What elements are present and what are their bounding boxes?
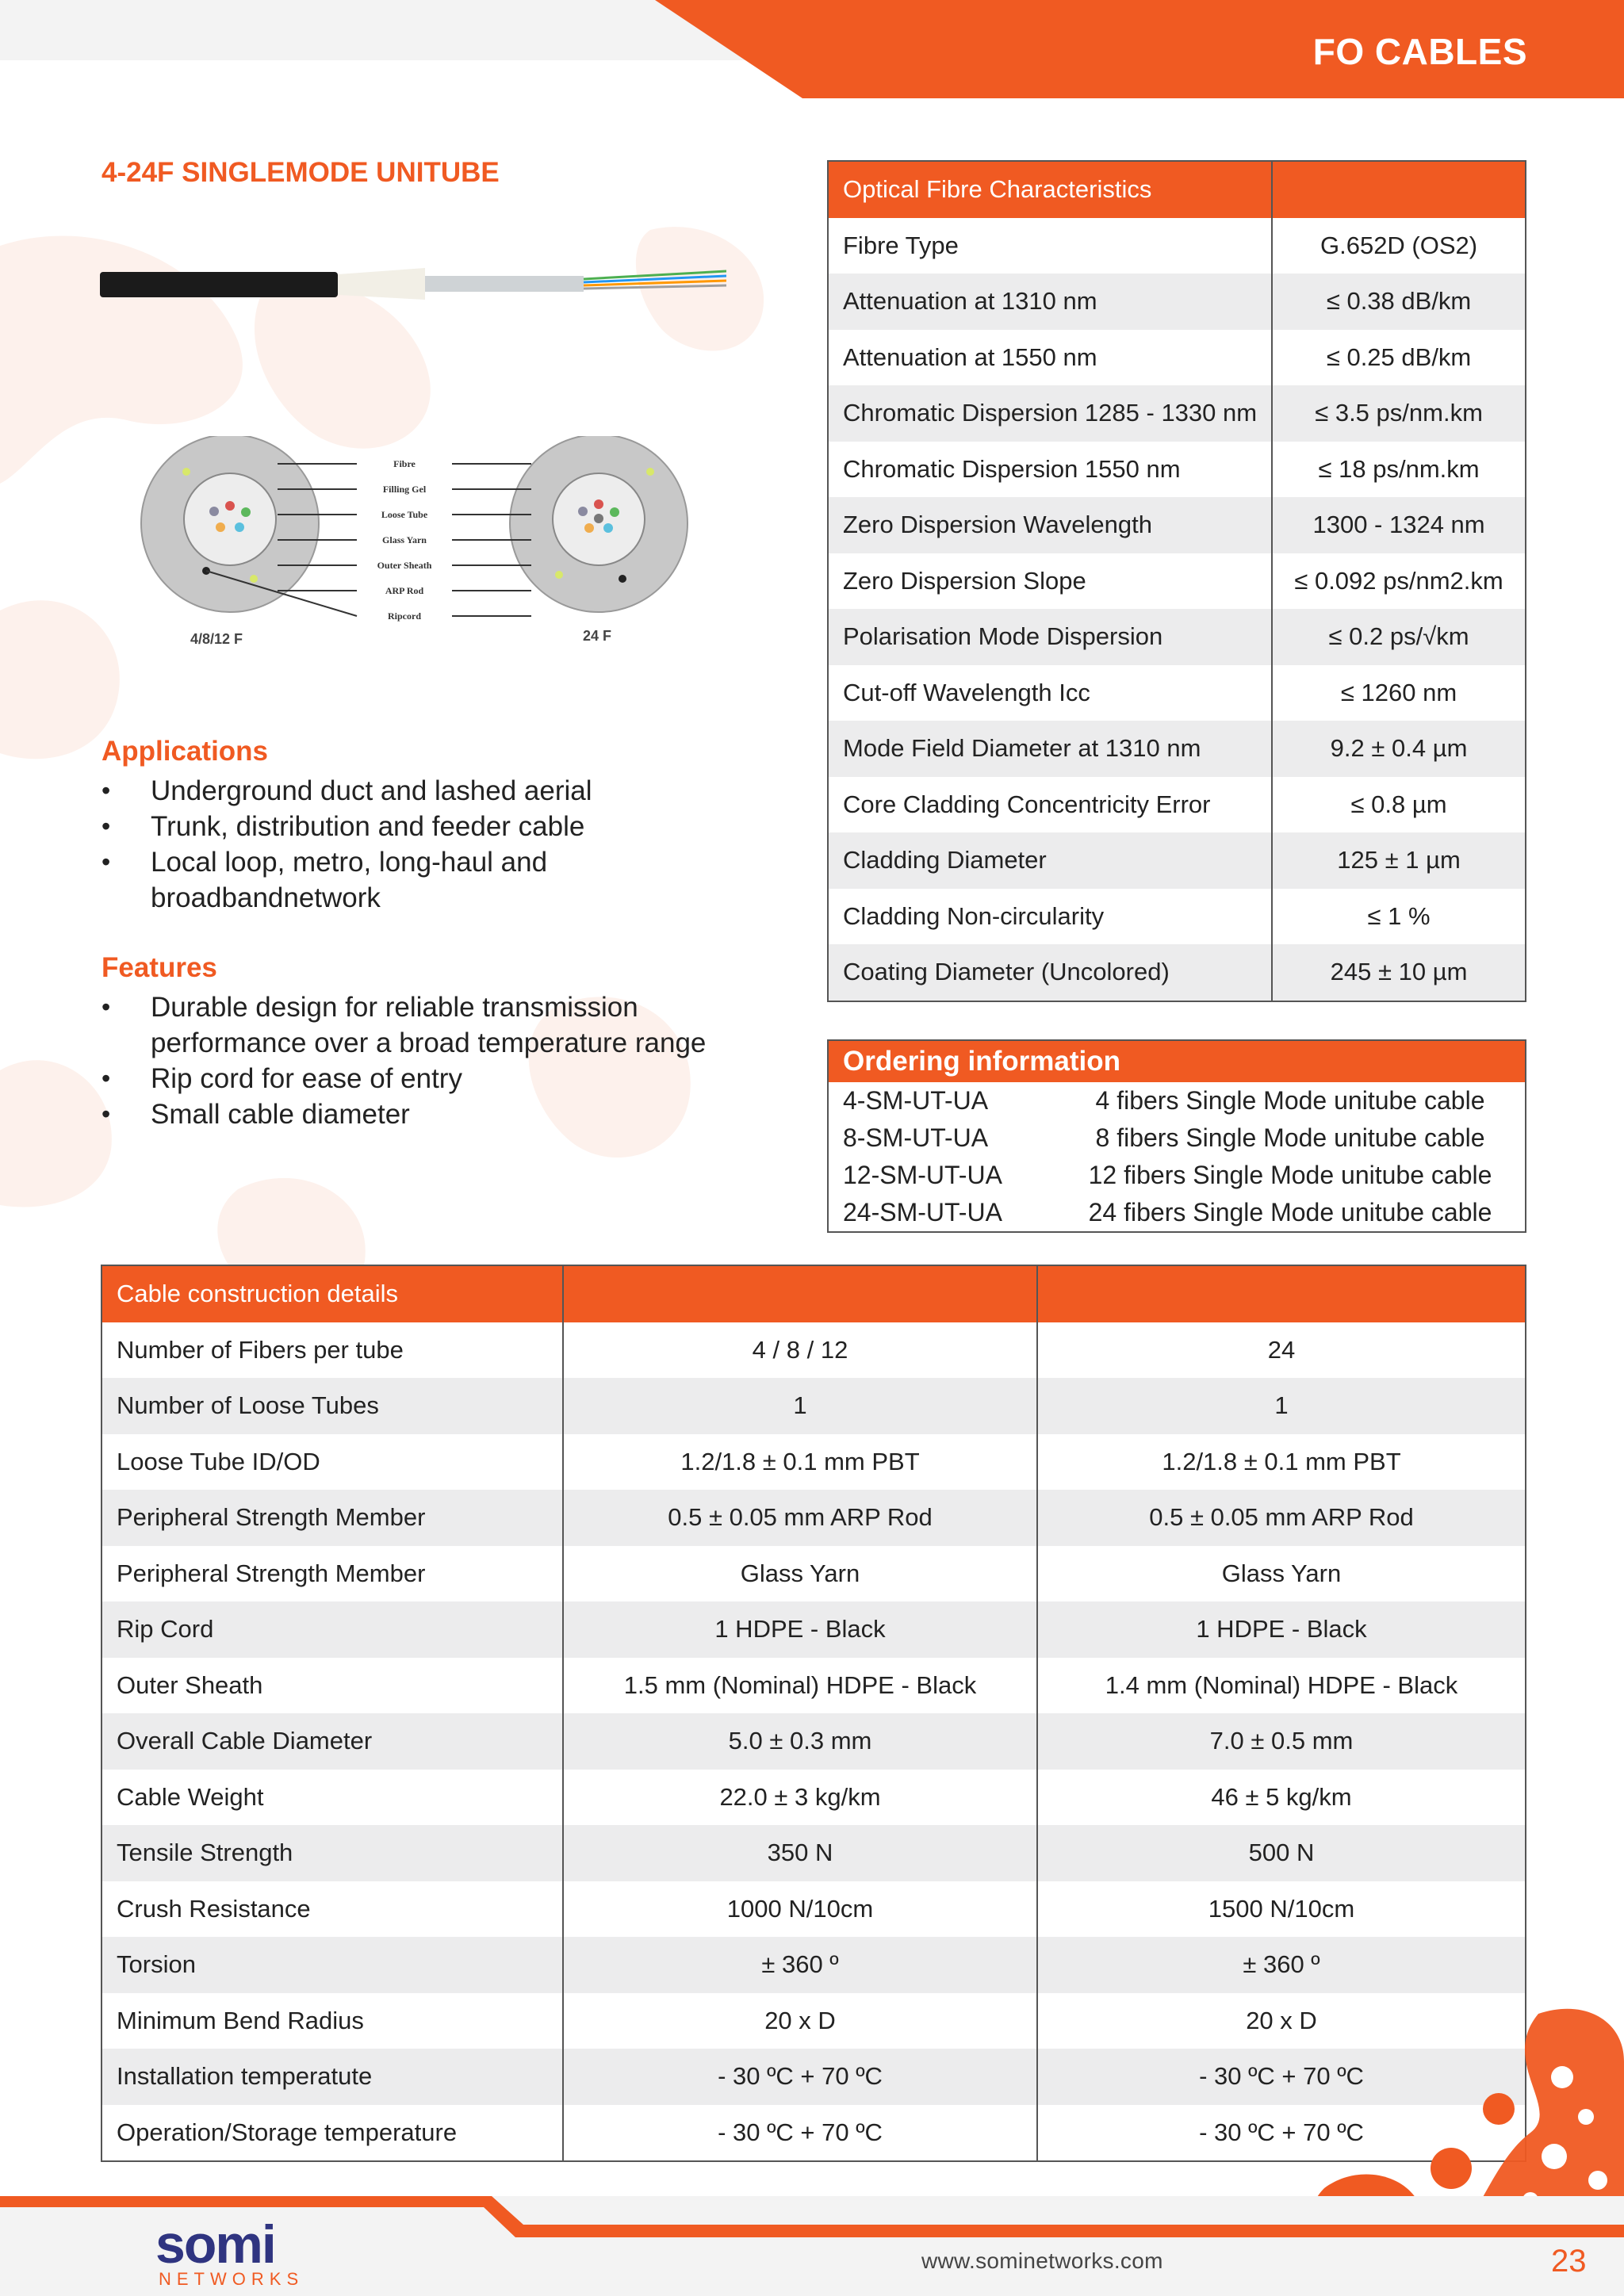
table-cell: Cladding Diameter xyxy=(828,832,1272,889)
list-item: • Durable design for reliable transmission performance over a broad temperature range xyxy=(102,989,801,1061)
table-cell: Number of Loose Tubes xyxy=(102,1378,563,1434)
table-row xyxy=(828,944,1526,1001)
table-row xyxy=(828,721,1526,777)
table-cell: ≤ 0.092 ps/nm2.km xyxy=(1272,553,1526,610)
table-cell: 1 HDPE - Black xyxy=(1037,1601,1526,1658)
table-cell: Glass Yarn xyxy=(1037,1546,1526,1602)
table-cell: Torsion xyxy=(102,1937,563,1993)
diagram-caption-right: 24 F xyxy=(583,628,612,644)
table-row xyxy=(828,274,1526,330)
table-row xyxy=(828,442,1526,498)
table-cell: 8 fibers Single Mode unitube cable xyxy=(1095,1123,1485,1152)
table-cell: ≤ 0.38 dB/km xyxy=(1272,274,1526,330)
table-cell: 20 x D xyxy=(1037,1993,1526,2049)
table-header: Ordering information xyxy=(828,1040,1526,1082)
table-row xyxy=(828,665,1526,721)
table-header-empty xyxy=(1037,1265,1526,1322)
page-number: 23 xyxy=(1551,2244,1587,2279)
features-heading: Features xyxy=(102,952,217,983)
cable-cross-section-diagram xyxy=(127,436,698,658)
table-row xyxy=(828,1194,1526,1232)
table-cell: Peripheral Strength Member xyxy=(102,1490,563,1546)
table-cell: 8-SM-UT-UA xyxy=(843,1123,989,1152)
table-cell: 1 HDPE - Black xyxy=(563,1601,1037,1658)
table-cell: Cable Weight xyxy=(117,1782,264,1811)
table-cell: - 30 ºC + 70 ºC xyxy=(1037,2105,1526,2162)
table-cell: 1300 - 1324 nm xyxy=(1272,497,1526,553)
diagram-label: Outer Sheath xyxy=(377,560,432,571)
table-cell: 1000 N/10cm xyxy=(563,1881,1037,1938)
table-cell: 1 xyxy=(563,1378,1037,1434)
table-cell: Operation/Storage temperature xyxy=(117,2118,458,2146)
table-cell: 245 ± 10 µm xyxy=(1272,944,1526,1001)
optical-table-body xyxy=(828,218,1526,1001)
table-row xyxy=(828,218,1526,274)
table-cell: G.652D (OS2) xyxy=(1272,218,1526,274)
table-row xyxy=(828,889,1526,945)
diagram-caption-left: 4/8/12 F xyxy=(190,631,243,647)
table-cell: ≤ 0.25 dB/km xyxy=(1272,330,1526,386)
table-cell: ≤ 1 % xyxy=(1272,889,1526,945)
table-cell: Minimum Bend Radius xyxy=(117,2006,364,2034)
table-row xyxy=(102,1601,1526,1658)
table-cell: Attenuation at 1310 nm xyxy=(828,274,1272,330)
ordering-table-body xyxy=(828,1082,1526,1232)
table-cell: Fibre Type xyxy=(843,231,959,259)
table-row xyxy=(828,777,1526,833)
table-row xyxy=(102,1546,1526,1602)
features-list xyxy=(102,989,783,1132)
table-cell: ≤ 0.8 µm xyxy=(1272,777,1526,833)
table-cell: 125 ± 1 µm xyxy=(1272,832,1526,889)
table-cell: 24-SM-UT-UA xyxy=(843,1198,1002,1226)
table-cell: Attenuation at 1550 nm xyxy=(843,342,1097,371)
footer-url: www.sominetworks.com xyxy=(921,2248,1163,2273)
table-row xyxy=(828,330,1526,386)
table-row xyxy=(102,1434,1526,1490)
table-cell: 1500 N/10cm xyxy=(1037,1881,1526,1938)
table-cell: Crush Resistance xyxy=(117,1894,311,1923)
table-cell: ± 360 º xyxy=(1037,1937,1526,1993)
applications-list xyxy=(102,773,783,916)
diagram-label: ARP Rod xyxy=(385,585,424,596)
table-cell: ≤ 3.5 ps/nm.km xyxy=(1272,385,1526,442)
table-cell: 1 xyxy=(1037,1378,1526,1434)
table-cell: Polarisation Mode Dispersion xyxy=(828,609,1272,665)
table-cell: Cladding Non-circularity xyxy=(843,901,1105,930)
table-cell: 4 fibers Single Mode unitube cable xyxy=(1095,1086,1485,1115)
table-cell: Tensile Strength xyxy=(102,1825,563,1881)
table-cell: 0.5 ± 0.05 mm ARP Rod xyxy=(563,1490,1037,1546)
table-cell: - 30 ºC + 70 ºC xyxy=(563,2105,1037,2162)
table-cell: 1.2/1.8 ± 0.1 mm PBT xyxy=(563,1434,1037,1490)
table-row xyxy=(102,1658,1526,1714)
table-row xyxy=(102,1881,1526,1938)
table-cell: Cut-off Wavelength Icc xyxy=(843,678,1090,706)
table-cell: 9.2 ± 0.4 µm xyxy=(1272,721,1526,777)
diagram-label: Loose Tube xyxy=(381,509,428,520)
list-item: • Local loop, metro, long-haul and broadbandnetwork xyxy=(102,844,626,916)
table-row xyxy=(102,1937,1526,1993)
table-cell: Coating Diameter (Uncolored) xyxy=(828,944,1272,1001)
cable-photo xyxy=(100,260,726,308)
table-row xyxy=(828,497,1526,553)
table-cell: 12-SM-UT-UA xyxy=(843,1161,1002,1189)
table-cell: Loose Tube ID/OD xyxy=(117,1447,320,1475)
table-cell: 24 xyxy=(1037,1322,1526,1379)
table-cell: 20 x D xyxy=(563,1993,1037,2049)
table-header-empty xyxy=(1272,161,1526,218)
table-row xyxy=(828,553,1526,610)
list-item: • Trunk, distribution and feeder cable xyxy=(102,809,783,844)
table-header: Cable construction details xyxy=(102,1265,563,1322)
table-row xyxy=(828,1157,1526,1194)
table-cell: 1.5 mm (Nominal) HDPE - Black xyxy=(563,1658,1037,1714)
table-cell: Number of Fibers per tube xyxy=(117,1335,404,1364)
table-cell: 12 fibers Single Mode unitube cable xyxy=(1088,1161,1492,1189)
table-cell: 4-SM-UT-UA xyxy=(843,1086,989,1115)
table-row xyxy=(828,1119,1526,1157)
table-cell: 1.2/1.8 ± 0.1 mm PBT xyxy=(1037,1434,1526,1490)
table-cell: Peripheral Strength Member xyxy=(117,1559,426,1587)
table-row xyxy=(102,1825,1526,1881)
list-item: • Underground duct and lashed aerial xyxy=(102,773,783,809)
table-cell: Zero Dispersion Slope xyxy=(843,566,1086,595)
table-row xyxy=(828,1082,1526,1119)
table-header: Optical Fibre Characteristics xyxy=(828,161,1272,218)
table-cell: 24 fibers Single Mode unitube cable xyxy=(1088,1198,1492,1226)
logo: somi xyxy=(155,2214,275,2275)
table-cell: Zero Dispersion Wavelength xyxy=(828,497,1272,553)
table-cell: Overall Cable Diameter xyxy=(102,1713,563,1770)
table-row xyxy=(828,609,1526,665)
table-cell: 1.4 mm (Nominal) HDPE - Black xyxy=(1037,1658,1526,1714)
table-cell: 500 N xyxy=(1037,1825,1526,1881)
logo-subtitle: NETWORKS xyxy=(159,2269,304,2289)
table-cell: 5.0 ± 0.3 mm xyxy=(563,1713,1037,1770)
list-item: • Small cable diameter xyxy=(102,1096,783,1132)
table-row xyxy=(102,1378,1526,1434)
diagram-label: Ripcord xyxy=(388,610,421,622)
ordering-information-table xyxy=(827,1039,1526,1233)
table-row xyxy=(102,1490,1526,1546)
diagram-label: Fibre xyxy=(393,458,416,469)
table-cell: 46 ± 5 kg/km xyxy=(1037,1770,1526,1826)
table-header-empty xyxy=(563,1265,1037,1322)
table-cell: 4 / 8 / 12 xyxy=(563,1322,1037,1379)
table-cell: ≤ 18 ps/nm.km xyxy=(1272,442,1526,498)
table-cell: Outer Sheath xyxy=(117,1670,263,1699)
applications-heading: Applications xyxy=(102,736,269,767)
table-cell: Glass Yarn xyxy=(563,1546,1037,1602)
table-cell: 22.0 ± 3 kg/km xyxy=(563,1770,1037,1826)
table-cell: ± 360 º xyxy=(563,1937,1037,1993)
table-cell: - 30 ºC + 70 ºC xyxy=(1037,2049,1526,2105)
table-cell: ≤ 1260 nm xyxy=(1272,665,1526,721)
table-cell: ≤ 0.2 ps/√km xyxy=(1272,609,1526,665)
table-cell: 350 N xyxy=(563,1825,1037,1881)
table-cell: 0.5 ± 0.05 mm ARP Rod xyxy=(1037,1490,1526,1546)
table-cell: - 30 ºC + 70 ºC xyxy=(563,2049,1037,2105)
table-row xyxy=(102,1770,1526,1826)
table-row xyxy=(828,832,1526,889)
diagram-label: Glass Yarn xyxy=(382,534,427,545)
diagram-label: Filling Gel xyxy=(382,484,427,495)
table-cell: Chromatic Dispersion 1550 nm xyxy=(843,454,1181,483)
table-row xyxy=(102,1322,1526,1379)
table-cell: Installation temperatute xyxy=(102,2049,563,2105)
table-cell: Mode Field Diameter at 1310 nm xyxy=(828,721,1272,777)
table-cell: 7.0 ± 0.5 mm xyxy=(1037,1713,1526,1770)
table-cell: Core Cladding Concentricity Error xyxy=(843,790,1211,818)
table-cell: Rip Cord xyxy=(102,1601,563,1658)
table-row xyxy=(828,385,1526,442)
section-title: FO CABLES xyxy=(1312,31,1527,72)
table-cell: Chromatic Dispersion 1285 - 1330 nm xyxy=(828,385,1272,442)
list-item: • Rip cord for ease of entry xyxy=(102,1061,783,1096)
product-title: 4-24F SINGLEMODE UNITUBE xyxy=(102,157,500,188)
table-row xyxy=(102,1713,1526,1770)
optical-characteristics-table xyxy=(827,160,1526,1002)
